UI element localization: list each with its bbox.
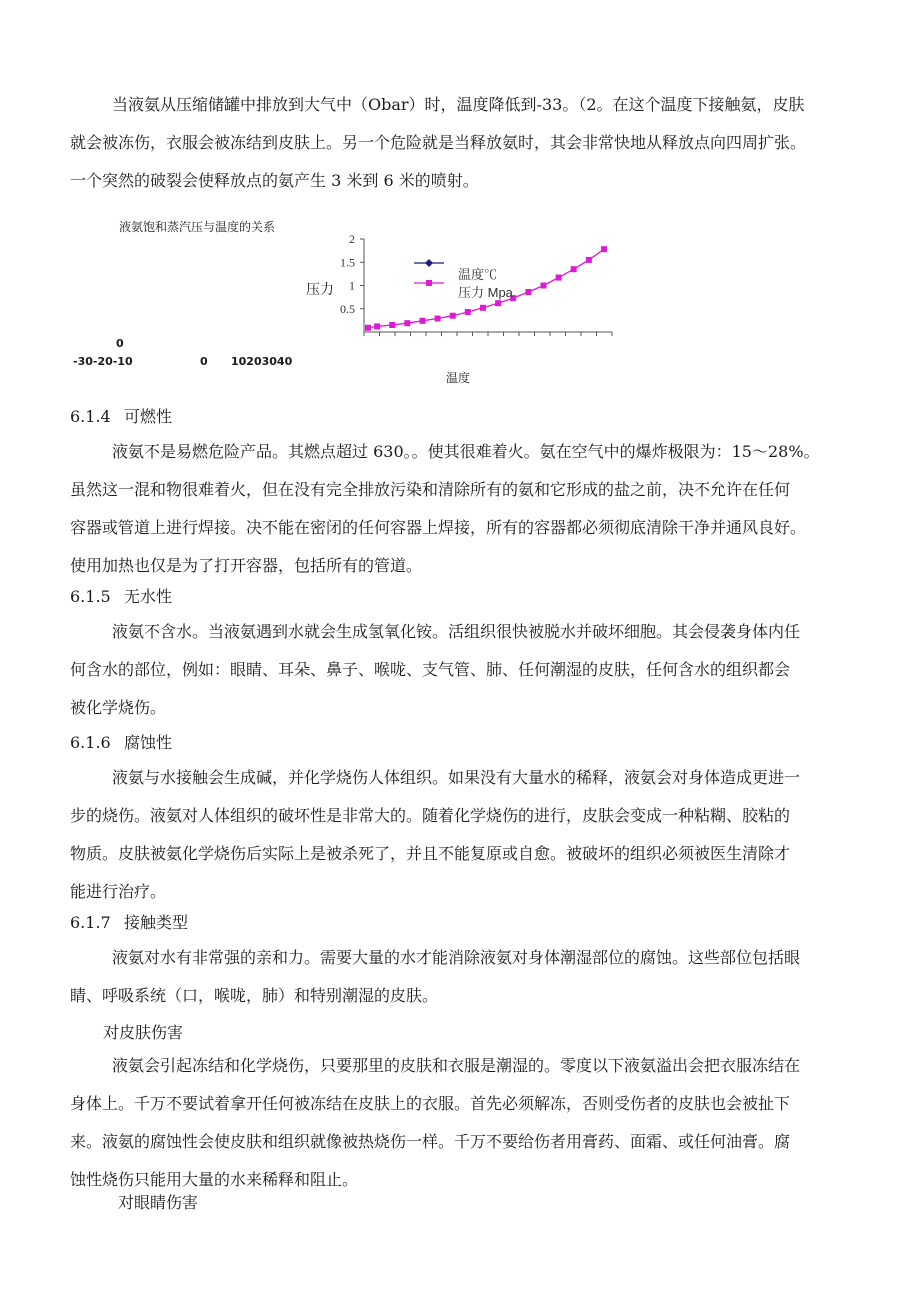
data-point xyxy=(365,325,371,331)
data-point xyxy=(586,257,592,263)
section-title: 接触类型 xyxy=(124,913,189,932)
data-point xyxy=(541,283,547,289)
section-number: 6.1.6 xyxy=(70,733,111,752)
section-title: 可燃性 xyxy=(124,407,173,426)
legend-marker-diamond xyxy=(425,259,433,267)
data-point xyxy=(601,246,607,252)
section-heading-6-1-6 xyxy=(70,732,172,754)
text-line: 物质。皮肤被氨化学烧伤后实际上是被杀死了，并且不能复原或自愈。被破坏的组织必须被医生清除才 xyxy=(70,844,791,863)
data-point xyxy=(389,322,395,328)
x-tick-text-right: 10203040 xyxy=(231,355,293,368)
data-point xyxy=(465,309,471,315)
y-tick-label: 2 xyxy=(349,232,355,246)
text-line: 就会被冻伤，衣服会被冻结到皮肤上。另一个危险就是当释放氨时，其会非常快地从释放点向四周扩张。 xyxy=(70,133,807,152)
text-line: 身体上。千万不要试着拿开任何被冻结在皮肤上的衣服。首先必须解冻，否则受伤者的皮肤也会被扯下 xyxy=(70,1094,791,1113)
y-tick-label: 0.5 xyxy=(340,301,355,316)
text-line: 液氨与水接触会生成碱，并化学烧伤人体组织。如果没有大量水的稀释，液氨会对身体造成更进一 xyxy=(112,768,801,787)
section-heading-6-1-5 xyxy=(70,586,172,608)
y-axis-label: 压力 xyxy=(306,282,334,298)
x-tick-text-zero: 0 xyxy=(200,355,208,368)
section-number: 6.1.4 xyxy=(70,407,111,426)
data-point xyxy=(420,318,426,324)
section-number: 6.1.7 xyxy=(70,913,111,932)
data-point xyxy=(525,289,531,295)
section-heading-6-1-4 xyxy=(70,406,172,428)
text-line: 蚀性烧伤只能用大量的水来稀释和阻止。 xyxy=(70,1170,359,1189)
section-title: 无水性 xyxy=(124,587,173,606)
data-point xyxy=(571,266,577,272)
y-zero-label: 0 xyxy=(116,337,124,350)
data-point xyxy=(374,323,380,329)
subheading-eye: 对眼睛伤害 xyxy=(118,1193,199,1212)
text-line: 容器或管道上进行焊接。决不能在密闭的任何容器上焊接，所有的容器都必须彻底清除干净并通风良好。 xyxy=(70,518,807,537)
data-point xyxy=(450,313,456,319)
text-line: 何含水的部位，例如：眼睛、耳朵、鼻子、喉咙、支气管、肺、任何潮湿的皮肤，任何含水的组织都会 xyxy=(70,660,791,679)
paragraph-6-1-5 xyxy=(70,613,862,727)
text-line: 被化学烧伤。 xyxy=(70,698,167,717)
text-line: 步的烧伤。液氨对人体组织的破坏性是非常大的。随着化学烧伤的进行，皮肤会变成一种粘糊、胶粘的 xyxy=(70,806,791,825)
text-line: 睛、呼吸系统（口，喉咙，肺）和特别潮湿的皮肤。 xyxy=(70,986,439,1005)
text-line: 液氨对水有非常强的亲和力。需要大量的水才能消除液氨对身体潮湿部位的腐蚀。这些部位包括眼 xyxy=(112,948,801,967)
section-title: 腐蚀性 xyxy=(124,733,173,752)
text-line: 虽然这一混和物很难着火，但在没有完全排放污染和清除所有的氨和它形成的盐之前，决不允许在任何 xyxy=(70,480,791,499)
legend-marker-square xyxy=(426,280,432,286)
data-point xyxy=(404,320,410,326)
text-line: 液氨不是易燃危险产品。其燃点超过 630。。使其很难着火。氨在空气中的爆炸极限为：15～28%。 xyxy=(112,442,820,461)
paragraph-skin xyxy=(70,1047,862,1199)
data-point xyxy=(480,305,486,311)
paragraph-6-1-4 xyxy=(70,433,862,585)
section-heading-6-1-7 xyxy=(70,912,188,934)
text-line: 使用加热也仅是为了打开容器，包括所有的管道。 xyxy=(70,556,423,575)
data-point xyxy=(435,316,441,322)
text-line: 当液氨从压缩储罐中排放到大气中（Obar）时，温度降低到-33。（2。在这个温度下接触氨，皮肤 xyxy=(112,95,805,114)
text-line: 液氨会引起冻结和化学烧伤，只要那里的皮肤和衣服是潮湿的。零度以下液氨溢出会把衣服冻结在 xyxy=(112,1056,801,1075)
x-tick-text-left: -30-20-10 xyxy=(73,355,133,368)
x-axis-label: 温度 xyxy=(446,371,471,385)
subheading-skin: 对皮肤伤害 xyxy=(103,1023,184,1042)
text-line: 能进行治疗。 xyxy=(70,882,167,901)
y-tick-label: 1.5 xyxy=(340,255,355,270)
legend-label-pressure: 压力 Mpa xyxy=(458,285,513,300)
y-tick-label: 1 xyxy=(349,278,355,293)
data-point xyxy=(556,275,562,281)
paragraph-6-1-7 xyxy=(70,939,862,1015)
data-point xyxy=(495,300,501,306)
section-number: 6.1.5 xyxy=(70,587,111,606)
text-line: 来。液氨的腐蚀性会使皮肤和组织就像被热烧伤一样。千万不要给伤者用膏药、面霜、或任何油膏。腐 xyxy=(70,1132,791,1151)
paragraph-6-1-6 xyxy=(70,759,862,911)
legend-label-temperature: 温度℃ xyxy=(458,267,498,282)
text-line: 一个突然的破裂会使释放点的氨产生 3 米到 6 米的喷射。 xyxy=(70,171,479,190)
text-line: 液氨不含水。当液氨遇到水就会生成氢氧化铵。活组织很快被脱水并破坏细胞。其会侵袭身体内任 xyxy=(112,622,801,641)
chart-title: 液氨饱和蒸汽压与温度的关系 xyxy=(119,220,276,234)
